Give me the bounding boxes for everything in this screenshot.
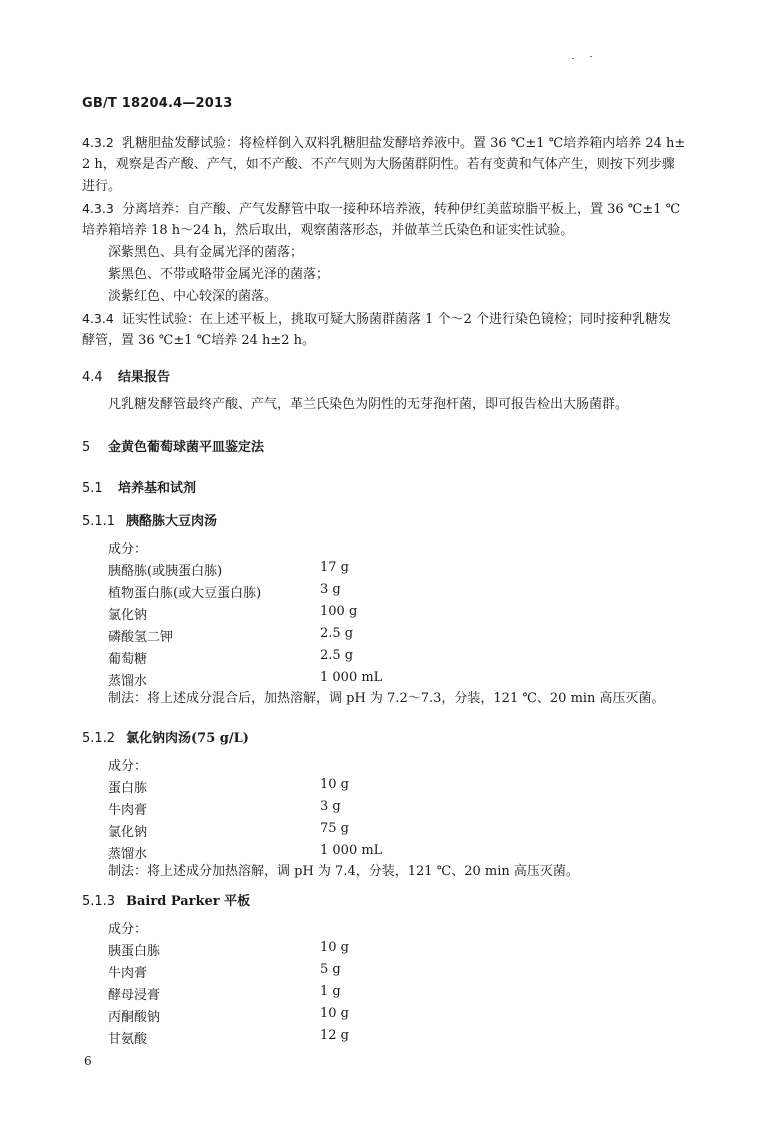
colony-description-2: 紫黑色、不带或略带金属光泽的菌落； bbox=[108, 267, 330, 282]
ingredient-name: 氯化钠 bbox=[108, 608, 148, 623]
ingredient-quantity: 17 g bbox=[320, 560, 349, 575]
paragraph-4-3-2-line3: 进行。 bbox=[82, 179, 122, 194]
ingredients-label: 成分： bbox=[108, 542, 148, 557]
ingredient-name: 甘氨酸 bbox=[108, 1032, 148, 1047]
paragraph-4-3-3-line2: 培养箱培养 18 h～24 h，然后取出，观察菌落形态，并做革兰氏染色和证实性试验。 bbox=[82, 223, 574, 238]
ingredient-quantity: 1 g bbox=[320, 984, 341, 999]
document-code: GB/T 18204.4—2013 bbox=[82, 96, 233, 111]
ingredient-quantity: 100 g bbox=[320, 604, 358, 619]
paragraph-4-3-4-line2: 酵管，置 36 ℃±1 ℃培养 24 h±2 h。 bbox=[82, 333, 316, 348]
ingredient-quantity: 1 000 mL bbox=[320, 843, 383, 858]
heading-5-1-1: 5.1.1 胰酪胨大豆肉汤 bbox=[82, 514, 218, 529]
ingredient-quantity: 12 g bbox=[320, 1028, 349, 1043]
heading-5-1: 5.1 培养基和试剂 bbox=[82, 481, 197, 496]
ingredient-name: 胰蛋白胨 bbox=[108, 944, 161, 959]
paragraph-4-3-3-line1: 4.3.3 分离培养：自产酸、产气发酵管中取一接种环培养液，转种伊红美蓝琼脂平板上，置 36 ℃±1 ℃ bbox=[82, 198, 680, 220]
heading-5: 5 金黄色葡萄球菌平皿鉴定法 bbox=[82, 440, 265, 455]
preparation-method-5-1-2: 制法：将上述成分加热溶解，调 pH 为 7.4，分装，121 ℃、20 min 高压灭菌。 bbox=[108, 864, 579, 879]
ingredient-quantity: 75 g bbox=[320, 821, 349, 836]
ingredients-label: 成分： bbox=[108, 922, 148, 937]
ingredients-label: 成分： bbox=[108, 759, 148, 774]
preparation-method-5-1-1: 制法：将上述成分混合后，加热溶解，调 pH 为 7.2～7.3，分装，121 ℃、20 min 高压灭菌。 bbox=[108, 691, 665, 706]
ingredient-quantity: 10 g bbox=[320, 777, 349, 792]
colony-description-3: 淡紫红色、中心较深的菌落。 bbox=[108, 289, 278, 304]
ingredient-name: 酵母浸膏 bbox=[108, 988, 161, 1003]
scan-speck bbox=[590, 56, 592, 57]
ingredient-name: 蛋白胨 bbox=[108, 781, 148, 796]
clause-number: 4.3.2 bbox=[82, 135, 114, 150]
clause-number: 4.3.3 bbox=[82, 201, 114, 216]
heading-5-1-3: 5.1.3 Baird Parker 平板 bbox=[82, 894, 251, 909]
ingredient-name: 葡萄糖 bbox=[108, 652, 148, 667]
clause-number: 4.3.4 bbox=[82, 311, 114, 326]
ingredient-quantity: 3 g bbox=[320, 582, 341, 597]
ingredient-name: 植物蛋白胨(或大豆蛋白胨) bbox=[108, 586, 262, 601]
ingredient-name: 蒸馏水 bbox=[108, 847, 148, 862]
scan-speck bbox=[572, 58, 574, 59]
page-number: 6 bbox=[84, 1054, 92, 1068]
ingredient-name: 蒸馏水 bbox=[108, 674, 148, 689]
ingredient-quantity: 3 g bbox=[320, 799, 341, 814]
ingredient-quantity: 2.5 g bbox=[320, 648, 354, 663]
ingredient-quantity: 2.5 g bbox=[320, 626, 354, 641]
ingredient-name: 丙酮酸钠 bbox=[108, 1010, 161, 1025]
ingredient-quantity: 10 g bbox=[320, 1006, 349, 1021]
ingredient-name: 牛肉膏 bbox=[108, 803, 148, 818]
ingredient-name: 牛肉膏 bbox=[108, 966, 148, 981]
ingredient-quantity: 10 g bbox=[320, 940, 349, 955]
ingredient-name: 磷酸氢二钾 bbox=[108, 630, 174, 645]
paragraph-4-3-2-line1: 4.3.2 乳糖胆盐发酵试验：将检样倒入双料乳糖胆盐发酵培养液中。置 36 ℃±1 ℃培养箱内培养 24 h± bbox=[82, 132, 685, 154]
ingredient-name: 胰酪胨(或胰蛋白胨) bbox=[108, 564, 223, 579]
result-report-text: 凡乳糖发酵管最终产酸、产气，革兰氏染色为阴性的无芽孢杆菌，即可报告检出大肠菌群。 bbox=[108, 397, 629, 412]
paragraph-4-3-2-line2: 2 h，观察是否产酸、产气，如不产酸、不产气则为大肠菌群阴性。若有变黄和气体产生，则按下列步骤 bbox=[82, 157, 675, 172]
ingredient-quantity: 5 g bbox=[320, 962, 341, 977]
ingredient-quantity: 1 000 mL bbox=[320, 670, 383, 685]
colony-description-1: 深紫黑色、具有金属光泽的菌落； bbox=[108, 245, 304, 260]
ingredient-name: 氯化钠 bbox=[108, 825, 148, 840]
heading-4-4: 4.4 结果报告 bbox=[82, 370, 171, 385]
paragraph-4-3-4-line1: 4.3.4 证实性试验：在上述平板上，挑取可疑大肠菌群菌落 1 个～2 个进行染色镜检；同时接种乳糖发 bbox=[82, 308, 671, 330]
heading-5-1-2: 5.1.2 氯化钠肉汤(75 g/L) bbox=[82, 731, 249, 746]
